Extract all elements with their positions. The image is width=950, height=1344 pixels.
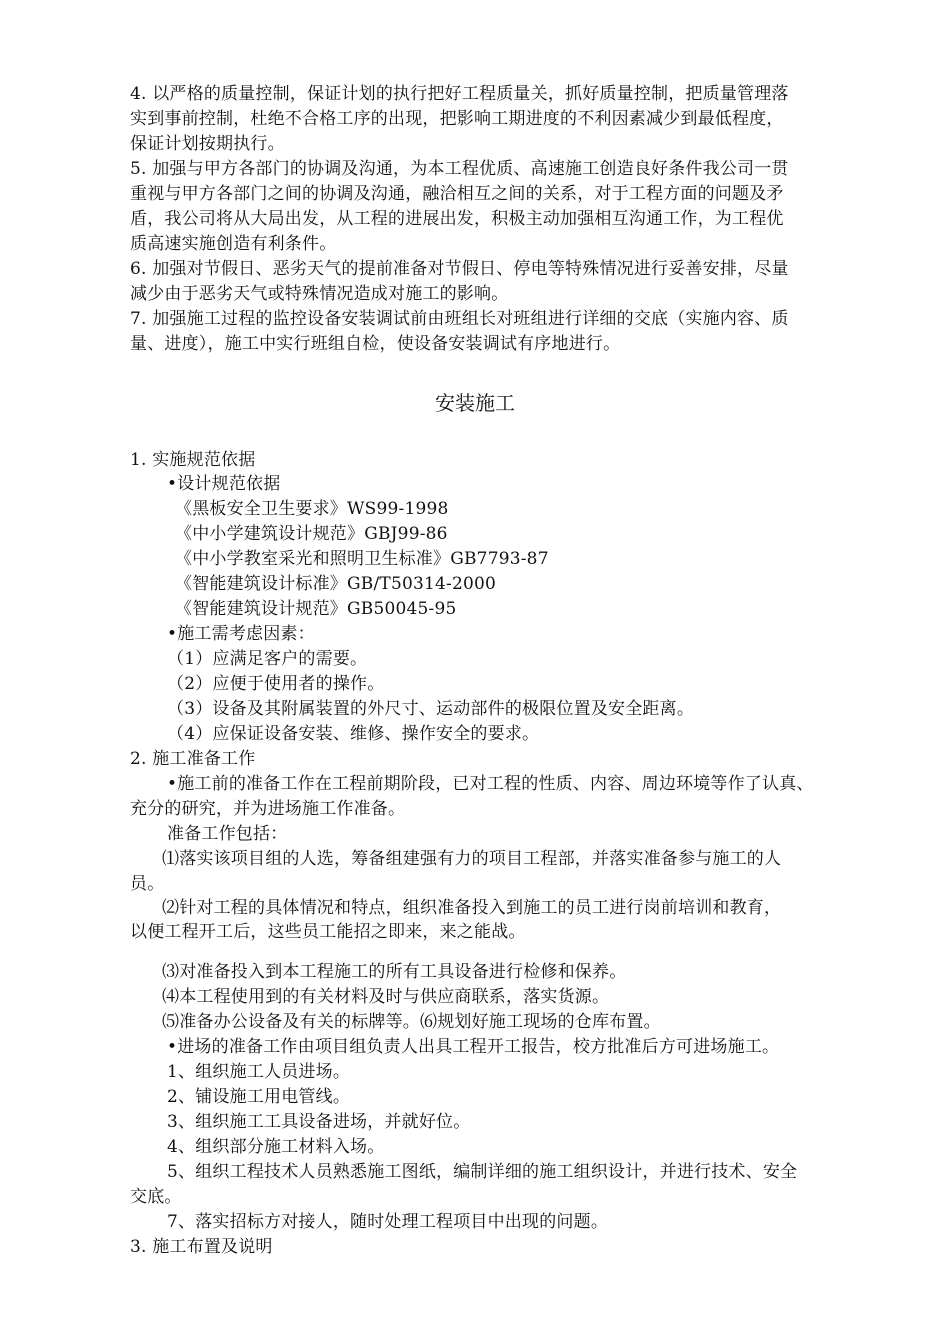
entry-step: 3、组织施工工具设备进场，并就好位。 — [167, 1112, 471, 1132]
para-5-line-1: 5. 加强与甲方各部门的协调及沟通，为本工程优质、高速施工创造良好条件我公司一贯 — [130, 159, 789, 179]
para-4-line-1: 4. 以严格的质量控制，保证计划的执行把好工程质量关，抓好质量控制，把质量管理落 — [130, 84, 789, 104]
para-6-line-1: 6. 加强对节假日、恶劣天气的提前准备对节假日、停电等特殊情况进行妥善安排，尽量 — [130, 259, 789, 279]
prep-item-3: ⑶对准备投入到本工程施工的所有工具设备进行检修和保养。 — [162, 962, 627, 982]
para-4-line-2: 实到事前控制，杜绝不合格工序的出现，把影响工期进度的不利因素减少到最低程度， — [130, 109, 784, 129]
para-7-line-2: 量、进度），施工中实行班组自检，使设备安装调试有序地进行。 — [130, 334, 621, 354]
para-5-line-3: 盾，我公司将从大局出发，从工程的进展出发，积极主动加强相互沟通工作，为工程优 — [130, 209, 784, 229]
bullet-considerations: •施工需考虑因素： — [167, 624, 315, 644]
standard-item: 《中小学教室采光和照明卫生标准》GB7793-87 — [175, 549, 549, 569]
prep-item-2-line-2: 以便工程开工后，这些员工能招之即来，来之能战。 — [130, 922, 526, 942]
para-5-line-2: 重视与甲方各部门之间的协调及沟通，融洽相互之间的关系，对于工程方面的问题及矛 — [130, 184, 784, 204]
prep-item-5-6: ⑸准备办公设备及有关的标牌等。⑹规划好施工现场的仓库布置。 — [162, 1012, 661, 1032]
entry-step: 4、组织部分施工材料入场。 — [167, 1137, 385, 1157]
para-4-line-3: 保证计划按期执行。 — [130, 134, 285, 154]
consideration-item: （2）应便于使用者的操作。 — [167, 674, 385, 694]
standard-item: 《智能建筑设计标准》GB/T50314-2000 — [175, 574, 497, 594]
entry-step-5-line-1: 5、组织工程技术人员熟悉施工图纸，编制详细的施工组织设计，并进行技术、安全 — [167, 1162, 798, 1182]
prep-intro-line-2: 充分的研究，并为进场施工作准备。 — [130, 799, 406, 819]
heading-3: 3. 施工布置及说明 — [130, 1237, 273, 1257]
para-7-line-1: 7. 加强施工过程的监控设备安装调试前由班组长对班组进行详细的交底（实施内容、质 — [130, 309, 789, 329]
entry-step: 2、铺设施工用电管线。 — [167, 1087, 351, 1107]
prep-intro-line-1: •施工前的准备工作在工程前期阶段，已对工程的性质、内容、周边环境等作了认真、 — [167, 774, 814, 794]
heading-1: 1. 实施规范依据 — [130, 450, 256, 470]
prep-item-1-line-1: ⑴落实该项目组的人选，筹备组建强有力的项目工程部，并落实准备参与施工的人 — [162, 849, 782, 869]
consideration-item: （4）应保证设备安装、维修、操作安全的要求。 — [167, 724, 540, 744]
prep-includes: 准备工作包括： — [167, 824, 288, 844]
section-title: 安装施工 — [435, 391, 515, 415]
consideration-item: （1）应满足客户的需要。 — [167, 649, 368, 669]
standard-item: 《中小学建筑设计规范》GBJ99-86 — [175, 524, 448, 544]
entry-step: 1、组织施工人员进场。 — [167, 1062, 351, 1082]
bullet-site-entry: •进场的准备工作由项目组负责人出具工程开工报告，校方批准后方可进场施工。 — [167, 1037, 780, 1057]
prep-item-4: ⑷本工程使用到的有关材料及时与供应商联系，落实货源。 — [162, 987, 610, 1007]
para-5-line-4: 质高速实施创造有利条件。 — [130, 234, 337, 254]
consideration-item: （3）设备及其附属装置的外尺寸、运动部件的极限位置及安全距离。 — [167, 699, 695, 719]
prep-item-1-line-2: 员。 — [130, 874, 165, 894]
standard-item: 《智能建筑设计规范》GB50045-95 — [175, 599, 457, 619]
entry-step: 7、落实招标方对接人，随时处理工程项目中出现的问题。 — [167, 1212, 609, 1232]
entry-step-5-line-2: 交底。 — [130, 1187, 182, 1207]
para-6-line-2: 减少由于恶劣天气或特殊情况造成对施工的影响。 — [130, 284, 509, 304]
standard-item: 《黑板安全卫生要求》WS99-1998 — [175, 499, 449, 519]
prep-item-2-line-1: ⑵针对工程的具体情况和特点，组织准备投入到施工的员工进行岗前培训和教育， — [162, 898, 782, 918]
bullet-design-basis: •设计规范依据 — [167, 474, 281, 494]
heading-2: 2. 施工准备工作 — [130, 749, 256, 769]
